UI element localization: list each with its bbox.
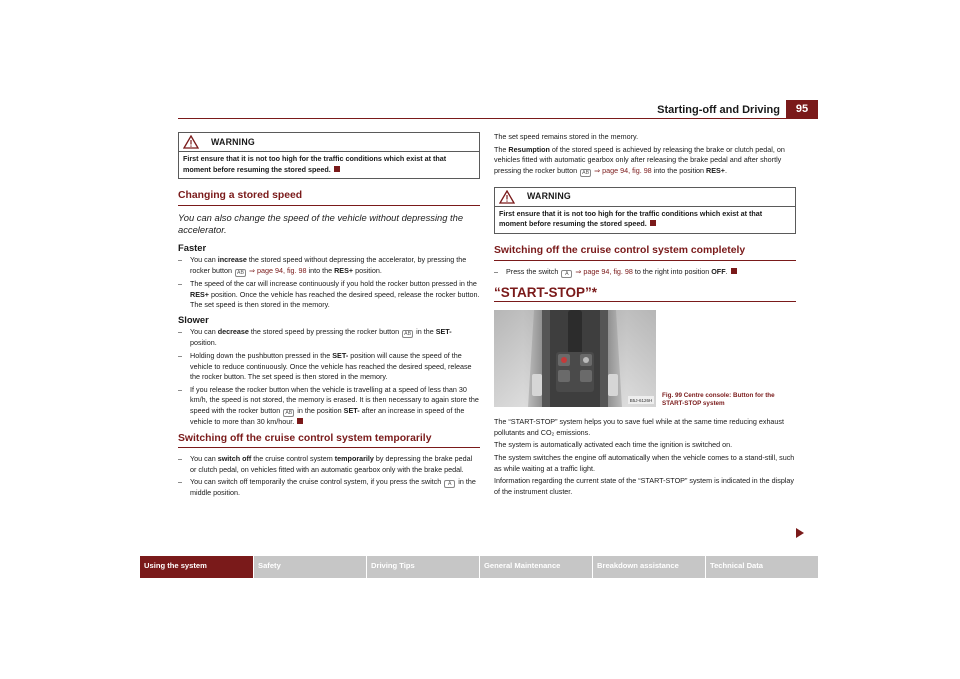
right-column xyxy=(494,132,796,499)
step-item xyxy=(178,255,480,277)
step-bold: decrease xyxy=(217,327,249,337)
page-reference-link[interactable]: ⇒ page 94, fig. 98 xyxy=(575,266,633,276)
figure-code: B5J-6126H xyxy=(629,398,653,404)
figure-caption: Fig. 99 Centre console: Button for the START-STOP system xyxy=(662,392,775,408)
subheading-slower: Slower xyxy=(178,313,209,325)
dash: – xyxy=(178,350,182,360)
nav-tab-general-maintenance[interactable]: General Maintenance xyxy=(480,556,593,578)
step-text: by depressing the brake pedal or clutch pedal, on vehicles fitted with an automatic gearbox only with the brake pedal. xyxy=(190,454,473,474)
step-bold: RES+ xyxy=(334,265,354,275)
para-text: The xyxy=(494,144,509,154)
step-item xyxy=(178,477,480,499)
step-text: position. xyxy=(353,265,382,275)
step-bold: RES+ xyxy=(190,289,209,299)
step-text: in the xyxy=(414,327,436,337)
page-header-title: Starting-off and Driving xyxy=(657,104,780,116)
nav-tab-technical-data[interactable]: Technical Data xyxy=(706,556,818,578)
header-rule xyxy=(178,118,818,119)
step-bold: switch off xyxy=(217,454,252,464)
dash: – xyxy=(178,384,182,394)
nav-tab-driving-tips[interactable]: Driving Tips xyxy=(367,556,480,578)
step-text: If you release the rocker button when the vehicle is travelling at a speed of less than 30 km/h, the speed is not stored, the memory is erased. It is then necessary to again store the speed with the rocker button xyxy=(190,384,479,415)
switch-key-icon: A xyxy=(444,480,455,488)
step-bold: temporarily xyxy=(334,454,374,464)
dash: – xyxy=(178,454,182,464)
step-bold: SET- xyxy=(343,405,360,415)
rocker-button-key-icon: AB xyxy=(235,269,246,277)
step-text: after an increase in speed of the vehicle to more than 30 km/hour. xyxy=(190,405,465,426)
nav-tab-safety[interactable]: Safety xyxy=(254,556,367,578)
step-text: position will cause the speed of the vehicle to reduce continuously. Once the vehicle has reached the desired speed, release the rocker button. The set speed is then stored in the memory. xyxy=(190,350,472,382)
step-bold: SET- xyxy=(332,350,349,360)
step-item xyxy=(178,385,480,428)
step-text: in the middle position. xyxy=(190,477,476,498)
step-text: You can xyxy=(190,454,218,464)
step-text: into the xyxy=(306,265,335,275)
warning-header xyxy=(495,188,795,206)
end-mark-icon xyxy=(334,166,340,172)
para-text: of the stored speed is achieved by releasing the brake or clutch pedal, on vehicles fitted with automatic gearbox only after releasing the brake pedal and after shortly pressing the rocker button xyxy=(494,144,785,175)
page-number: 95 xyxy=(786,100,818,119)
paragraph: The set speed remains stored in the memory. xyxy=(494,132,639,141)
rocker-button-key-icon: AB xyxy=(402,330,413,338)
step-text: . xyxy=(725,266,728,276)
section-title-start-stop: “START-STOP”* xyxy=(494,288,796,303)
warning-text-content: First ensure that it is not too high for the traffic conditions which exist at that moment before resuming the stored speed. xyxy=(499,208,763,229)
rocker-button-key-icon: AB xyxy=(283,409,294,417)
para-bold: Resumption xyxy=(508,144,550,154)
section-title-temporarily: Switching off the cruise control system temporarily xyxy=(178,434,480,449)
page-reference-link[interactable]: ⇒ page 94, fig. 98 xyxy=(594,165,652,175)
section-title-changing: Changing a stored speed xyxy=(178,191,480,206)
step-text: You can xyxy=(190,255,218,265)
step-bold: increase xyxy=(217,255,247,265)
warning-box xyxy=(494,187,796,234)
chapter-nav-bar xyxy=(140,556,818,578)
section-subtitle-changing: You can also change the speed of the vehicle without depressing the accelerator. xyxy=(178,211,464,236)
dash: – xyxy=(494,266,498,276)
para-text: . xyxy=(725,165,728,175)
step-text: Press the switch xyxy=(506,266,561,276)
step-item xyxy=(178,327,480,349)
dash: – xyxy=(178,255,182,265)
paragraph: The “START-STOP” system helps you to save fuel while at the same time reducing exhaust pollutants and CO₂ emissions. xyxy=(494,417,785,437)
nav-tab-using-the-system[interactable]: Using the system xyxy=(140,556,254,578)
section-title-completely: Switching off the cruise control system completely xyxy=(494,246,796,261)
warning-label: WARNING xyxy=(211,136,255,147)
warning-label: WARNING xyxy=(527,191,571,202)
warning-triangle-icon xyxy=(183,135,199,149)
step-text: in the position xyxy=(295,405,344,415)
next-page-arrow-icon[interactable] xyxy=(796,528,804,538)
figure xyxy=(494,310,796,408)
warning-text xyxy=(179,151,479,178)
centre-console-photo xyxy=(494,310,656,407)
step-bold: SET- xyxy=(435,327,452,337)
step-text: You can switch off temporarily the cruise control system, if you press the switch xyxy=(190,477,444,487)
end-mark-icon xyxy=(297,418,303,424)
rocker-button-key-icon: AB xyxy=(580,169,591,177)
step-text: to the right into position xyxy=(632,266,712,276)
paragraph-resumption xyxy=(494,145,796,177)
dash: – xyxy=(178,327,182,337)
nav-tab-breakdown-assistance[interactable]: Breakdown assistance xyxy=(593,556,706,578)
warning-box xyxy=(178,132,480,179)
page-reference-link[interactable]: ⇒ page 94, fig. 98 xyxy=(248,265,307,275)
end-mark-icon xyxy=(731,268,737,274)
paragraph: The system switches the engine off automatically when the vehicle comes to a stand-still, such as while waiting at a traffic light. xyxy=(494,452,795,473)
step-text: the cruise control system xyxy=(251,454,335,464)
subheading-faster: Faster xyxy=(178,241,207,253)
dash: – xyxy=(178,278,182,288)
step-text: The speed of the car will increase continuously if you hold the rocker button pressed in the xyxy=(190,278,477,288)
step-text: position. Once the vehicle has reached the desired speed, release the rocker button. The set speed is then stored in the memory. xyxy=(190,289,480,310)
warning-text xyxy=(495,206,795,233)
step-text: Holding down the pushbutton pressed in the xyxy=(190,350,333,360)
step-text: the stored speed without depressing the accelerator, by pressing the rocker button xyxy=(190,255,467,275)
para-text: into the position xyxy=(651,165,707,175)
paragraph: The system is automatically activated each time the ignition is switched on. xyxy=(494,440,733,450)
para-bold: RES+ xyxy=(706,165,726,175)
warning-header xyxy=(179,133,479,151)
warning-text-content: First ensure that it is not too high for the traffic conditions which exist at that moment before resuming the stored speed. xyxy=(183,154,447,174)
step-bold: OFF xyxy=(711,266,726,276)
dash: – xyxy=(178,477,182,487)
warning-triangle-icon xyxy=(499,190,515,204)
paragraph: Information regarding the current state of the “START-STOP” system is indicated in the display of the instrument cluster. xyxy=(494,476,795,496)
end-mark-icon xyxy=(650,220,656,226)
switch-key-icon: A xyxy=(561,270,572,278)
step-item xyxy=(178,351,480,383)
step-item xyxy=(178,454,480,475)
step-text: You can xyxy=(190,327,218,337)
step-text: position. xyxy=(190,338,217,348)
step-item xyxy=(178,279,480,311)
step-text: the stored speed by pressing the rocker button xyxy=(248,327,402,337)
left-column xyxy=(178,132,480,501)
step-item xyxy=(494,267,796,278)
